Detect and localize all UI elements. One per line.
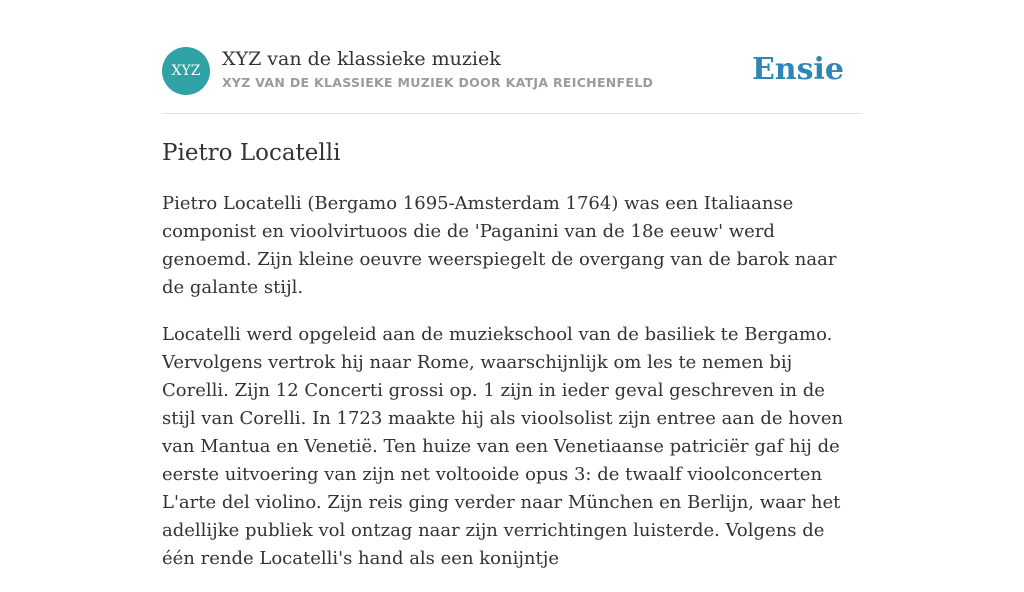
site-header (162, 47, 862, 114)
brand-logo[interactable]: Ensie (751, 52, 844, 87)
site-subtitle: XYZ VAN DE KLASSIEKE MUZIEK DOOR KATJA REICHENFELD (222, 75, 654, 90)
article-paragraph: Pietro Locatelli (Bergamo 1695-Amsterdam 1764) was een Italiaanse componist en vioolvirtuoos die de 'Paganini van de 18e eeuw' werd genoemd. Zijn kleine oeuvre weerspiegelt de overgang van de barok naar de galante stijl. (162, 193, 837, 298)
site-logo[interactable]: XYZ (162, 47, 210, 95)
site-title[interactable]: XYZ van de klassieke muziek (222, 48, 501, 70)
article-body (162, 190, 862, 592)
article-paragraph: Locatelli werd opgeleid aan de muziekschool van de basiliek te Bergamo. Vervolgens vertrok hij naar Rome, waarschijnlijk om les te nemen bij Corelli. Zijn 12 Concerti grossi op. 1 zijn in ieder geval geschreven in de stijl van Corelli. In 1723 maakte hij als vioolsolist zijn entree aan de hoven van Mantua en Venetië. Ten huize van een Venetiaanse patriciër gaf hij de eerste uitvoering van zijn net voltooide opus 3: de twaalf vioolconcerten L'arte del violino. Zijn reis ging verder naar München en Berlijn, waar het adellijke publiek vol ontzag naar zijn verrichtingen luisterde. Volgens de één rende Locatelli's hand als een konijntje (162, 324, 844, 569)
article-title: Pietro Locatelli (162, 140, 341, 166)
